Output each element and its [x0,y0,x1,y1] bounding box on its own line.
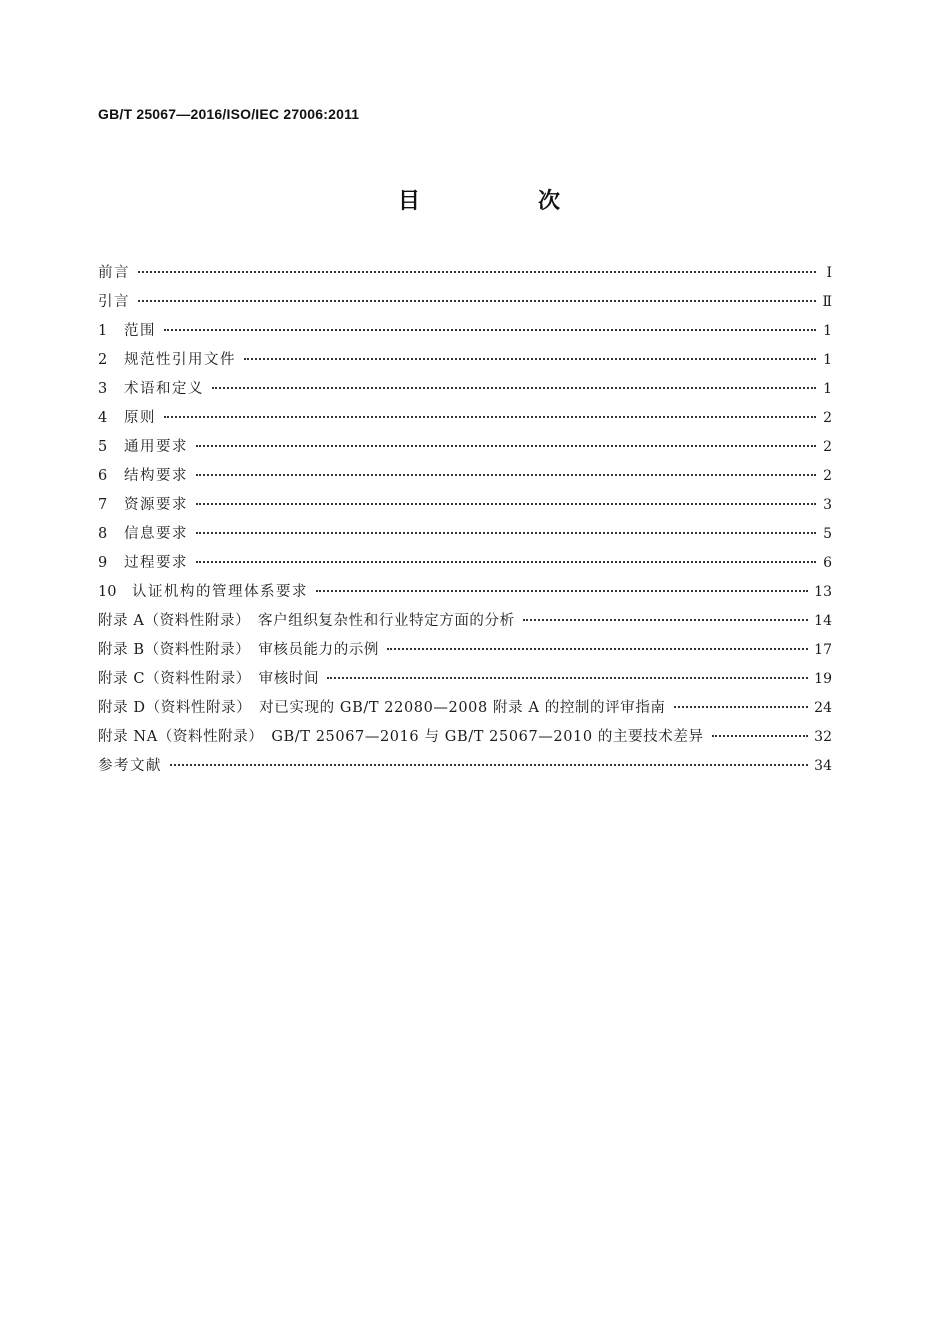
toc-entry-label: 规范性引用文件 [124,352,236,368]
toc-entry-page: Ⅱ [822,294,832,310]
toc-entry-page: 19 [814,671,832,687]
toc-entry-page: 13 [814,584,832,600]
dot-leader [196,560,816,563]
toc-entry-10[interactable] [98,578,832,607]
toc-entry-3[interactable] [98,375,832,404]
toc-entry-label: 通用要求 [124,439,188,455]
toc-entry-page: 1 [823,352,832,368]
toc-entry-page: 14 [814,613,832,629]
toc-entry-label: 原则 [124,410,156,426]
toc-entry-label: 前言 [98,265,130,281]
toc-entry-number: 9 [98,555,108,571]
dot-leader [712,734,809,737]
toc-entry-1[interactable] [98,317,832,346]
toc-entry-label: 附录 A（资料性附录） 客户组织复杂性和行业特定方面的分析 [98,613,515,629]
dot-leader [170,763,808,766]
dot-leader [164,328,816,331]
toc-entry-number: 3 [98,381,108,397]
toc-entry-label: 附录 NA（资料性附录） GB/T 25067—2016 与 GB/T 25067—2010 的主要技术差异 [98,729,704,745]
toc-entry-page: 3 [823,497,832,513]
toc-entry-foreword[interactable] [98,259,832,288]
toc-entry-page: 34 [814,758,832,774]
toc-entry-annex-na[interactable] [98,723,832,752]
dot-leader [316,589,808,592]
toc-entry-page: Ⅰ [826,265,832,281]
toc-entry-5[interactable] [98,433,832,462]
table-of-contents [98,259,832,781]
dot-leader [327,676,808,679]
toc-entry-label: 引言 [98,294,130,310]
toc-entry-label: 附录 B（资料性附录） 审核员能力的示例 [98,642,380,658]
toc-entry-annex-a[interactable] [98,607,832,636]
toc-entry-2[interactable] [98,346,832,375]
toc-entry-page: 2 [823,410,832,426]
dot-leader [164,415,816,418]
toc-entry-label: 资源要求 [124,497,188,513]
toc-entry-page: 2 [823,439,832,455]
dot-leader [674,705,809,708]
dot-leader [196,531,816,534]
dot-leader [244,357,816,360]
toc-entry-page: 24 [814,700,832,716]
dot-leader [387,647,808,650]
toc-entry-number: 4 [98,410,108,426]
toc-entry-annex-c[interactable] [98,665,832,694]
toc-entry-number: 6 [98,468,108,484]
toc-entry-6[interactable] [98,462,832,491]
toc-entry-8[interactable] [98,520,832,549]
dot-leader [196,444,816,447]
toc-entry-9[interactable] [98,549,832,578]
toc-entry-number: 8 [98,526,108,542]
toc-entry-label: 结构要求 [124,468,188,484]
toc-entry-page: 17 [814,642,832,658]
toc-entry-label: 范围 [124,323,156,339]
toc-entry-introduction[interactable] [98,288,832,317]
toc-entry-number: 7 [98,497,108,513]
toc-entry-number: 10 [98,584,117,600]
toc-entry-page: 5 [823,526,832,542]
toc-entry-7[interactable] [98,491,832,520]
toc-entry-label: 附录 D（资料性附录） 对已实现的 GB/T 22080—2008 附录 A 的控制的评审指南 [98,700,666,716]
dot-leader [212,386,816,389]
document-header: GB/T 25067—2016/ISO/IEC 27006:2011 [98,106,360,122]
toc-entry-label: 参考文献 [98,758,162,774]
toc-entry-label: 认证机构的管理体系要求 [132,584,308,600]
dot-leader [196,502,816,505]
toc-entry-number: 2 [98,352,108,368]
dot-leader [523,618,808,621]
toc-entry-page: 1 [823,323,832,339]
toc-entry-number: 1 [98,323,108,339]
toc-entry-4[interactable] [98,404,832,433]
dot-leader [138,299,816,302]
toc-entry-label: 术语和定义 [124,381,204,397]
dot-leader [196,473,816,476]
toc-entry-page: 1 [823,381,832,397]
toc-entry-annex-d[interactable] [98,694,832,723]
toc-entry-bibliography[interactable] [98,752,832,781]
toc-entry-label: 附录 C（资料性附录） 审核时间 [98,671,320,687]
toc-entry-page: 32 [814,729,832,745]
toc-entry-page: 2 [823,468,832,484]
toc-entry-number: 5 [98,439,108,455]
toc-entry-label: 过程要求 [124,555,188,571]
toc-entry-label: 信息要求 [124,526,188,542]
toc-title: 目 次 [397,189,608,214]
dot-leader [138,270,816,273]
toc-entry-annex-b[interactable] [98,636,832,665]
toc-entry-page: 6 [823,555,832,571]
